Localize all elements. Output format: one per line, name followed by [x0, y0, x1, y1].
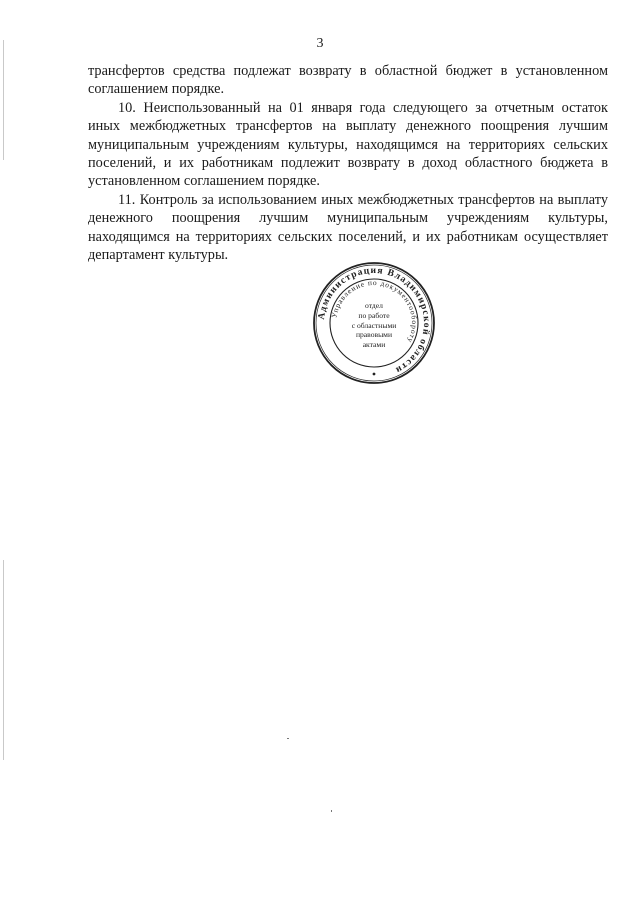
document-body [88, 62, 608, 264]
stamp-center-text [340, 301, 408, 350]
stamp-center-line: с областными [351, 320, 397, 330]
scan-edge-line [3, 40, 4, 160]
page-number: 3 [316, 36, 324, 51]
paragraph-10: 10. Неиспользованный на 01 января года следующего за отчетным остаток иных межбюджетных трансфертов на выплату денежного поощрения лучшим муниципальным учреждениям культуры, находящимся на территориях сельских поселений, и их работникам подлежит возврату в доход областного бюджета в установленном соглашением порядке. [88, 99, 608, 190]
paragraph-11: 11. Контроль за использованием иных межбюджетных трансфертов на выплату денежного поощрения лучшим муниципальным учреждениям культуры, находящимся на территориях сельских поселений, и их работникам осуществляет департамент культуры. [88, 191, 608, 264]
stamp-center-line: отдел [365, 301, 383, 310]
stamp-outer-text: Администрация Владимирской области [316, 264, 433, 376]
stamp-center-line: по работе [358, 310, 390, 320]
official-stamp [312, 261, 436, 385]
stamp-center-line: актами [362, 340, 386, 350]
scan-speck [331, 810, 332, 812]
stamp-center-line: правовыми [355, 330, 393, 340]
scan-speck [287, 738, 289, 739]
scan-edge-line [3, 560, 4, 760]
stamp-inner-text: Управление по документообороту [329, 277, 420, 346]
paragraph-continuation: трансфертов средства подлежат возврату в областной бюджет в установленном соглашением порядке. [88, 63, 608, 98]
